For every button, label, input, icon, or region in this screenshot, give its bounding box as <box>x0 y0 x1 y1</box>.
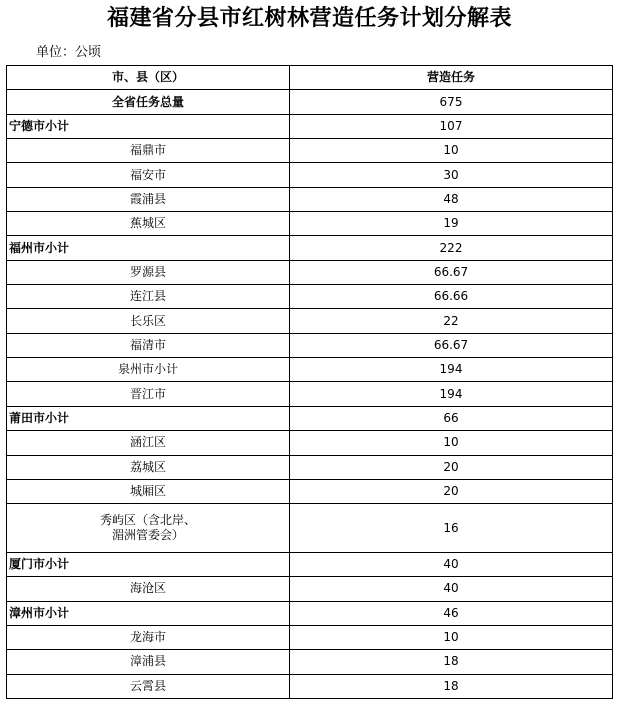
region-cell: 福安市 <box>7 163 290 187</box>
region-cell: 全省任务总量 <box>7 90 290 114</box>
task-value-cell: 40 <box>290 552 613 576</box>
region-cell: 罗源县 <box>7 260 290 284</box>
task-value-cell: 10 <box>290 139 613 163</box>
task-value-cell: 66.67 <box>290 260 613 284</box>
table-row <box>7 552 613 576</box>
table-row <box>7 285 613 309</box>
table-row <box>7 674 613 698</box>
task-value-cell: 48 <box>290 187 613 211</box>
table-row <box>7 382 613 406</box>
region-cell: 蕉城区 <box>7 212 290 236</box>
table-row <box>7 309 613 333</box>
table-body <box>7 90 613 699</box>
task-value-cell: 675 <box>290 90 613 114</box>
region-cell: 龙海市 <box>7 625 290 649</box>
task-value-cell: 20 <box>290 479 613 503</box>
region-cell: 霞浦县 <box>7 187 290 211</box>
table-row <box>7 236 613 260</box>
table-row <box>7 114 613 138</box>
task-value-cell: 22 <box>290 309 613 333</box>
header-region: 市、县（区） <box>7 66 290 90</box>
region-cell: 涵江区 <box>7 431 290 455</box>
unit-label: 单位：公顷 <box>36 45 102 60</box>
region-cell: 莆田市小计 <box>7 406 290 430</box>
table-row <box>7 406 613 430</box>
task-value-cell: 194 <box>290 382 613 406</box>
task-value-cell: 40 <box>290 577 613 601</box>
region-cell: 福鼎市 <box>7 139 290 163</box>
header-task: 营造任务 <box>290 66 613 90</box>
region-cell: 荔城区 <box>7 455 290 479</box>
task-value-cell: 18 <box>290 650 613 674</box>
table-row <box>7 431 613 455</box>
table-row <box>7 260 613 284</box>
table-row <box>7 455 613 479</box>
region-cell: 连江县 <box>7 285 290 309</box>
region-cell: 海沧区 <box>7 577 290 601</box>
region-cell: 福州市小计 <box>7 236 290 260</box>
task-value-cell: 10 <box>290 625 613 649</box>
task-value-cell: 16 <box>290 504 613 553</box>
table-row <box>7 625 613 649</box>
task-value-cell: 194 <box>290 358 613 382</box>
table-row <box>7 163 613 187</box>
region-cell: 漳浦县 <box>7 650 290 674</box>
task-value-cell: 66 <box>290 406 613 430</box>
table-row <box>7 577 613 601</box>
region-cell: 厦门市小计 <box>7 552 290 576</box>
task-table <box>6 65 613 699</box>
region-cell: 云霄县 <box>7 674 290 698</box>
region-cell: 城厢区 <box>7 479 290 503</box>
region-cell: 宁德市小计 <box>7 114 290 138</box>
task-value-cell: 46 <box>290 601 613 625</box>
page-title: 福建省分县市红树林营造任务计划分解表 <box>106 6 512 31</box>
task-value-cell: 10 <box>290 431 613 455</box>
task-value-cell: 66.66 <box>290 285 613 309</box>
region-cell: 秀屿区（含北岸、 湄洲管委会） <box>7 504 290 553</box>
table-row <box>7 333 613 357</box>
task-value-cell: 19 <box>290 212 613 236</box>
table-row <box>7 212 613 236</box>
region-cell: 漳州市小计 <box>7 601 290 625</box>
region-cell: 福清市 <box>7 333 290 357</box>
table-row <box>7 187 613 211</box>
region-cell: 长乐区 <box>7 309 290 333</box>
task-value-cell: 107 <box>290 114 613 138</box>
region-cell: 泉州市小计 <box>7 358 290 382</box>
table-row <box>7 504 613 553</box>
table-row <box>7 479 613 503</box>
task-value-cell: 18 <box>290 674 613 698</box>
table-row <box>7 650 613 674</box>
table-row <box>7 601 613 625</box>
task-value-cell: 222 <box>290 236 613 260</box>
table-row <box>7 139 613 163</box>
task-value-cell: 20 <box>290 455 613 479</box>
task-value-cell: 30 <box>290 163 613 187</box>
task-value-cell: 66.67 <box>290 333 613 357</box>
header-row <box>7 66 613 90</box>
region-cell: 晋江市 <box>7 382 290 406</box>
table-row <box>7 90 613 114</box>
table-row <box>7 358 613 382</box>
